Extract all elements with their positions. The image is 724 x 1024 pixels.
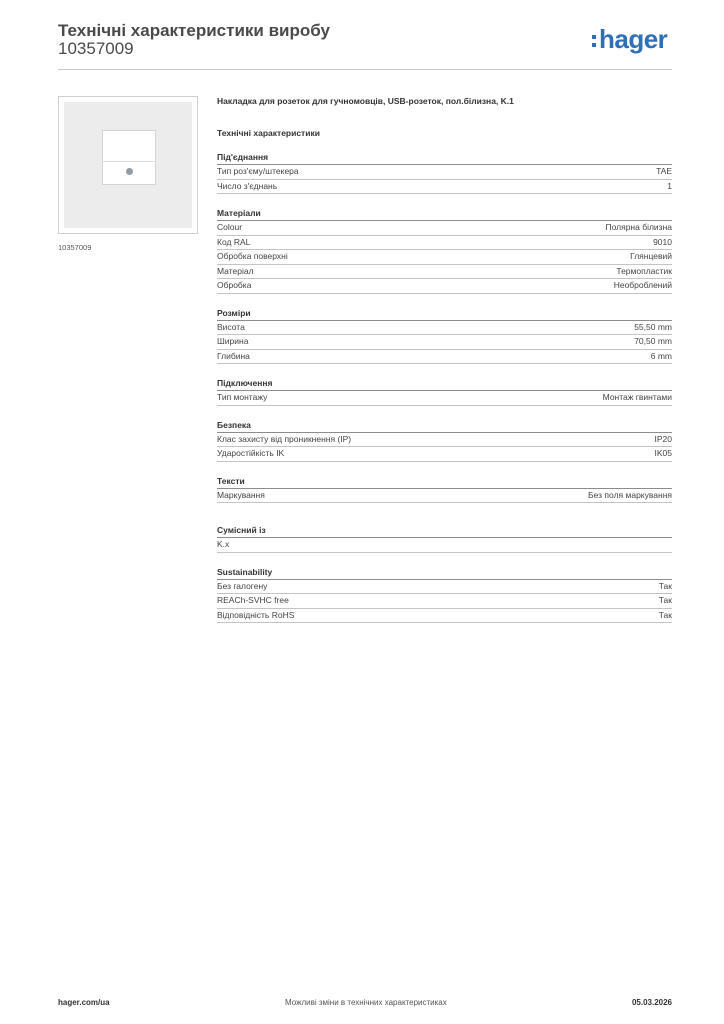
spec-row	[217, 580, 672, 595]
footer-disclaimer: Можливі зміни в технічних характеристиках	[285, 998, 447, 1007]
group-compatible	[217, 523, 672, 553]
spec-value: IP20	[654, 433, 672, 444]
spec-label: Висота	[217, 321, 245, 332]
spec-label: Тип роз'єму/штекера	[217, 166, 299, 176]
group-safety	[217, 418, 672, 462]
spec-value: Необроблений	[613, 280, 672, 290]
spec-row	[217, 279, 672, 294]
group-texts	[217, 474, 672, 504]
group-connection	[217, 150, 672, 194]
spec-value: 9010	[653, 236, 672, 247]
group-title: Розміри	[217, 306, 672, 321]
group-dimensions	[217, 306, 672, 365]
spec-label: Відповідність RoHS	[217, 609, 295, 620]
group-title: Матеріали	[217, 206, 672, 221]
spec-value: Так	[658, 609, 672, 620]
spec-value: TAE	[656, 166, 672, 176]
spec-row	[217, 250, 672, 265]
spec-value: IK05	[654, 448, 672, 458]
group-title: Безпека	[217, 418, 672, 433]
spec-label: Без галогену	[217, 580, 268, 591]
spec-value: Так	[658, 595, 672, 605]
socket-window	[102, 130, 156, 185]
spec-row	[217, 489, 672, 504]
spec-value: Термопластик	[616, 265, 672, 276]
spec-row	[217, 236, 672, 251]
spec-row	[217, 165, 672, 180]
spec-label: Ширина	[217, 336, 249, 346]
spec-label: Colour	[217, 222, 243, 232]
spec-label: Глибина	[217, 350, 250, 361]
spec-row	[217, 609, 672, 624]
spec-row	[217, 594, 672, 609]
product-title: Накладка для розеток для гучномовців, USB-розеток, пол.білизна, K.1	[217, 96, 514, 106]
spec-label: Клас захисту від проникнення (IP)	[217, 433, 352, 444]
spec-label: K.x	[217, 539, 230, 549]
product-image	[58, 96, 198, 234]
spec-label: Матеріал	[217, 265, 254, 276]
page-title: Технічні характеристики виробу	[58, 21, 330, 40]
spec-label: REACh-SVHC free	[217, 595, 289, 605]
spec-row	[217, 433, 672, 448]
spec-value: Так	[658, 580, 672, 591]
tech-heading: Технічні характеристики	[217, 128, 320, 138]
spec-label: Маркування	[217, 489, 265, 500]
image-caption: 10357009	[58, 243, 92, 252]
group-sustainability	[217, 565, 672, 624]
footer-date: 05.03.2026	[631, 998, 672, 1007]
spec-label: Обробка поверхні	[217, 251, 288, 261]
spec-label: Обробка	[217, 280, 252, 290]
spec-row	[217, 265, 672, 280]
spec-label: Число з'єднань	[217, 180, 278, 191]
group-title: Тексти	[217, 474, 672, 489]
spec-row	[217, 321, 672, 336]
spec-value: Полярна білизна	[605, 222, 672, 232]
spec-value: 55,50 mm	[634, 321, 672, 332]
footer-website-link[interactable]: hager.com/ua	[58, 998, 110, 1007]
spec-row	[217, 180, 672, 195]
group-title: Сумісний із	[217, 523, 672, 538]
indicator-icon	[126, 168, 133, 175]
group-materials	[217, 206, 672, 294]
spec-row	[217, 335, 672, 350]
spec-label: Тип монтажу	[217, 392, 268, 402]
logo-text: hager	[599, 24, 668, 54]
spec-value: Глянцевий	[630, 251, 672, 261]
spec-row	[217, 221, 672, 236]
spec-row	[217, 538, 672, 553]
spec-value: 70,50 mm	[634, 336, 672, 346]
spec-value: 1	[667, 180, 672, 191]
header-divider	[58, 69, 672, 70]
group-title: Під'єднання	[217, 150, 672, 165]
spec-label: Код RAL	[217, 236, 251, 247]
spec-row	[217, 350, 672, 365]
group-title: Підключення	[217, 376, 672, 391]
spec-label: Ударостійкість IK	[217, 448, 285, 458]
spec-row	[217, 447, 672, 462]
product-code: 10357009	[58, 39, 134, 58]
cover-plate	[64, 102, 192, 228]
group-mounting	[217, 376, 672, 406]
spec-value: 6 mm	[650, 350, 672, 361]
group-title: Sustainability	[217, 565, 672, 580]
logo-dots-icon	[592, 31, 597, 49]
hager-logo[interactable]	[592, 26, 667, 52]
spec-content	[217, 96, 672, 623]
spec-value: Монтаж гвинтами	[602, 392, 672, 402]
spec-row	[217, 391, 672, 406]
spec-value: Без поля маркування	[588, 489, 672, 500]
